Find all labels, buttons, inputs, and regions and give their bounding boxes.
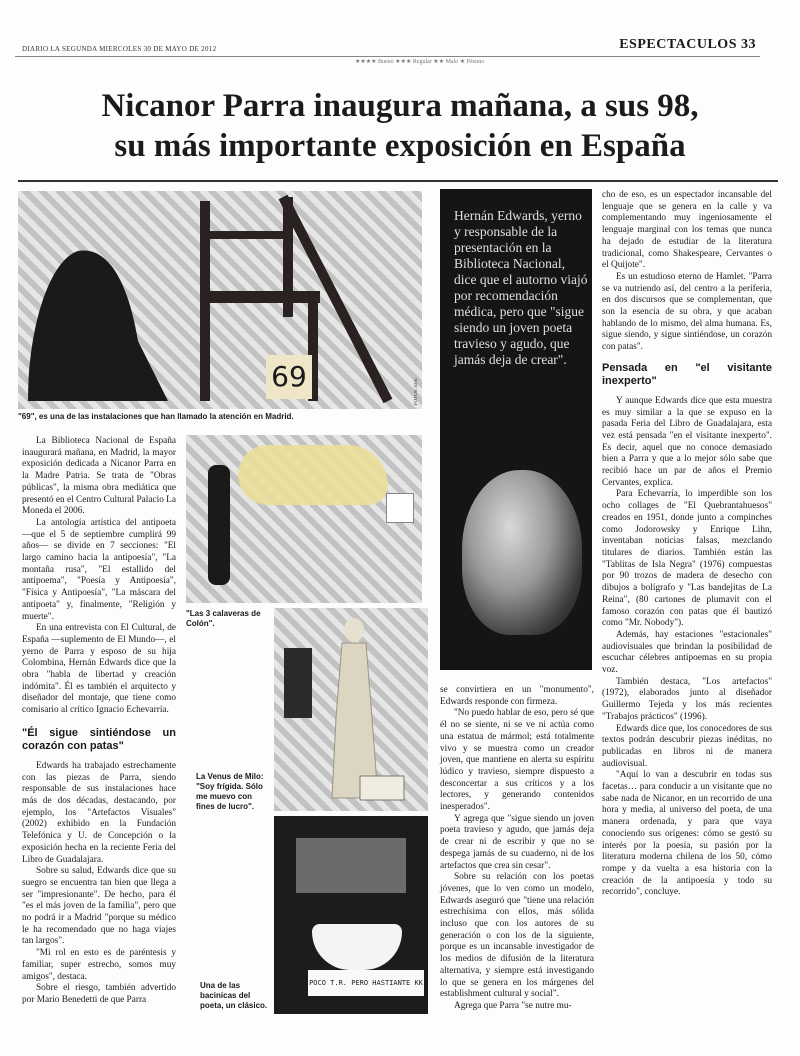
headline-line-2: su más importante exposición en España: [114, 128, 686, 164]
paragraph: cho de eso, es un espectador incansable del lenguaje que se genera en la calle y va complementando muy ingeniosamente el lenguaje marginal con los temas que nunca ha dejado de estudiar de la literatura tradicional, como Shakespeare, Cervantes o el Quijote".: [602, 190, 772, 271]
article-column-3: [440, 685, 594, 1013]
photo-credit: FOTOS: EFE: [414, 377, 419, 405]
portrait-photo: [462, 470, 582, 635]
price-tag-shape: [386, 493, 414, 523]
paragraph: "No puedo hablar de eso, pero sé que él no se siente, ni se ve ni actúa como una estatua de mármol; está totalmente vivo y se muestra como un creador joven, que mantiene en alerta su espíritu lúdico y travieso, siempre dispuesto a desconcertar a sus críticos y a los lectores, y generando contenidos inesperados".: [440, 708, 594, 813]
headline-line-1: Nicanor Parra inaugura mañana, a sus 98,: [101, 88, 699, 124]
venus-photo: [274, 608, 428, 811]
paragraph: Agrega que Parra "se nutre mu-: [454, 1000, 572, 1011]
newspaper-dateline: DIARIO LA SEGUNDA MIERCOLES 30 DE MAYO DE 2012: [22, 45, 217, 53]
paragraph: Además, hay estaciones "estacionales" audiovisuales que brindan la posibilidad de escuchar célebres antipoemas en su propia voz.: [602, 629, 772, 676]
paragraph: "Aquí lo van a descubrir en todas sus facetas… para conducir a un visitante que no sabe nada de Nicanor, en un recorrido de una hora y media, al universo del poeta, de una manera ordenada, y para que vaya conociendo sus orígenes: cómo se gestó su interés por la poesía, su pasión por la literatura moderna chilena de los 50, cómo rompe y da vuelta a esa historia con la creación de la antipoesía y todo su recorrido", concluye.: [602, 770, 772, 898]
paragraph: Y aunque Edwards dice que esta muestra es muy similar a la que se expuso en la pasada Feria del Libro de Guadalajara, esta vez está pensada "en el visitante inexperto". Es decir, aquel que no conoce demasiado bien a Parra y que a lo mejor sólo sabe que recibió hace un par de años el Premio Cervantes, explica.: [602, 395, 772, 488]
paragraph: se convirtiera en un "monumento", Edwards responde con firmeza.: [440, 685, 594, 707]
section-page-label: ESPECTACULOS 33: [619, 37, 756, 52]
sign-number: 69: [266, 355, 312, 399]
skulls-photo: [186, 435, 422, 603]
rating-legend-strip: ★★★★ Bueno ★★★ Regular ★★ Malo ★ Pésimo: [355, 59, 485, 65]
skulls-photo-caption: "Las 3 calaveras de Colón".: [186, 609, 261, 628]
paragraph: Y agrega que "sigue siendo un joven poeta travieso y agudo, que jamás deja de crear ni de escribir y que no se despega jamás de su cuaderno, ni de los artefactos que crea sin cesar".: [440, 813, 594, 871]
paragraph: Para Echevarría, lo imperdible son los ocho collages de "El Quebrantahuesos" creados en 1951, donde junto a compinches como Jodorowsky y Enrique Lihn, inventaban noticias falsas, mezclando titulares de diarios. También están las "Tablitas de Isla Negra" (1976) compuestas por 90 trozos de madera de desecho con dibujos a bolígrafo y "Las bandejitas de La Reina", (80 cartones de plumavit con el famoso corazón con patas que él bautizó como "Mr. Nobody").: [602, 489, 772, 629]
paragraph: La antología artística del antipoeta —que el 5 de septiembre cumplirá 99 años— se divide en 7 secciones: "El largo camino hacia la antipoesía", "La montaña rusa", "El estallido del antipoema", "Poesía y Antipoesía", "Física y Antipoesía", "La máscara del antipoeta" y, finalmente, "Religión y muerte".: [22, 517, 176, 622]
paragraph: La Biblioteca Nacional de España inaugurará mañana, en Madrid, la mayor exposición dedicada a Nicanor Parra en la Madre Patria. Se trata de "Obras públicas", la misma obra mediática que presentó en el Centro Cultural Palacio La Moneda el 2006.: [22, 436, 176, 517]
paragraph: También destaca, "Los artefactos" (1972), elaborados junto al diseñador Guillermo Tejeda y los más recientes "Trabajos prácticos" (1996).: [602, 676, 772, 722]
headline: [20, 86, 780, 166]
paragraph: Sobre su relación con los poetas jóvenes, que lo ven como un modelo, Edwards aseguró que "tiene una relación estrechísima con ellos, más sólida incluso que con los autores de su generación o con los de la siguiente, porque es un incansable investigador de los medios de difusión de la literatura alternativa, y siempre está investigando lo que se genera en los márgenes del establishment cultural y social".: [440, 872, 594, 1000]
paragraph: Es un estudioso eterno de Hamlet. "Parra se va nutriendo así, del centro a la periferia, en dos discursos que se complementan, que son la esencia de su obra, y que acaban hablando de lo mismo, del alma humana. Es, sigue siendo, y sigue sintiéndose, un corazón con patas".: [602, 271, 772, 353]
paragraph: En una entrevista con El Cultural, de España —suplemento de El Mundo—, el yerno de Parra y esposo de su hija Colombina, Hernán Edwards dice que la obra "habla de libertad y creación indómita". Él es también el arquitecto y diseñador del montaje, que tiene como comisario al crítico Ignacio Echevarría.: [22, 623, 176, 716]
skulls-shape: [238, 445, 388, 505]
basin-shape: [312, 924, 402, 970]
basin-label: POCO T.R. PERO HASTIANTE KK: [308, 970, 424, 996]
venus-statue-graphic: [274, 608, 428, 811]
headline-rule: [18, 180, 778, 182]
chair-photo-caption: "69", es una de las instalaciones que han llamado la atención en Madrid.: [18, 412, 294, 421]
paragraph: Edwards ha trabajado estrechamente con las piezas de Parra, siendo responsable de sus instalaciones hace más de dos décadas, destacando, por ejemplo, los "Artefactos Visuales" (2002) exhibido en la Fundación Telefónica y U. de Concepción o la exposición hecha en la reciente Feria del Libro de Guadalajara.: [22, 760, 176, 865]
chair-installation-photo: [18, 191, 422, 409]
paragraph: Sobre el riesgo, también advertido por Mario Benedetti de que Parra: [22, 983, 176, 1005]
article-column-1: [22, 436, 176, 1007]
pillar-shape: [208, 465, 230, 585]
paragraph: Sobre su salud, Edwards dice que su suegro se encuentra tan bien que llega a ser "impresionante". De hecho, para él "es el más joven de la familia", pero que no podrá ir a Madrid "porque su médico le ha recomendado que no haga viajes tan largos".: [22, 866, 176, 947]
subheading: Pensada en "el visitante inexperto": [602, 361, 772, 387]
venus-photo-caption: La Venus de Milo: "Soy frígida. Sólo me muevo con fines de lucro".: [196, 772, 264, 811]
chair-silhouette-graphic: [18, 191, 422, 409]
basin-photo: [274, 816, 428, 1014]
basin-photo-caption: Una de las bacinicas del poeta, un clásico.: [200, 981, 268, 1010]
paragraph: Edwards dice que, los conocedores de sus textos podrán descubrir piezas inéditas, no publicadas en libros ni de manera audiovisual.: [602, 723, 772, 769]
pullquote-text: Hernán Edwards, yerno y responsable de la presentación en la Biblioteca Nacional, dice que el autorno viajó por recomendación médica, pero que "sigue siendo un joven poeta travieso y agudo, que jamás deja de crear".: [454, 208, 588, 367]
shelf-shape: [296, 838, 406, 893]
header-rule: [15, 56, 760, 57]
article-column-4: [602, 190, 772, 899]
paragraph: "Mi rol en esto es de paréntesis y familiar, super estrecho, somos muy amigos", destaca.: [22, 948, 176, 982]
subheading: "Él sigue sintiéndose un corazón con patas": [22, 726, 176, 752]
